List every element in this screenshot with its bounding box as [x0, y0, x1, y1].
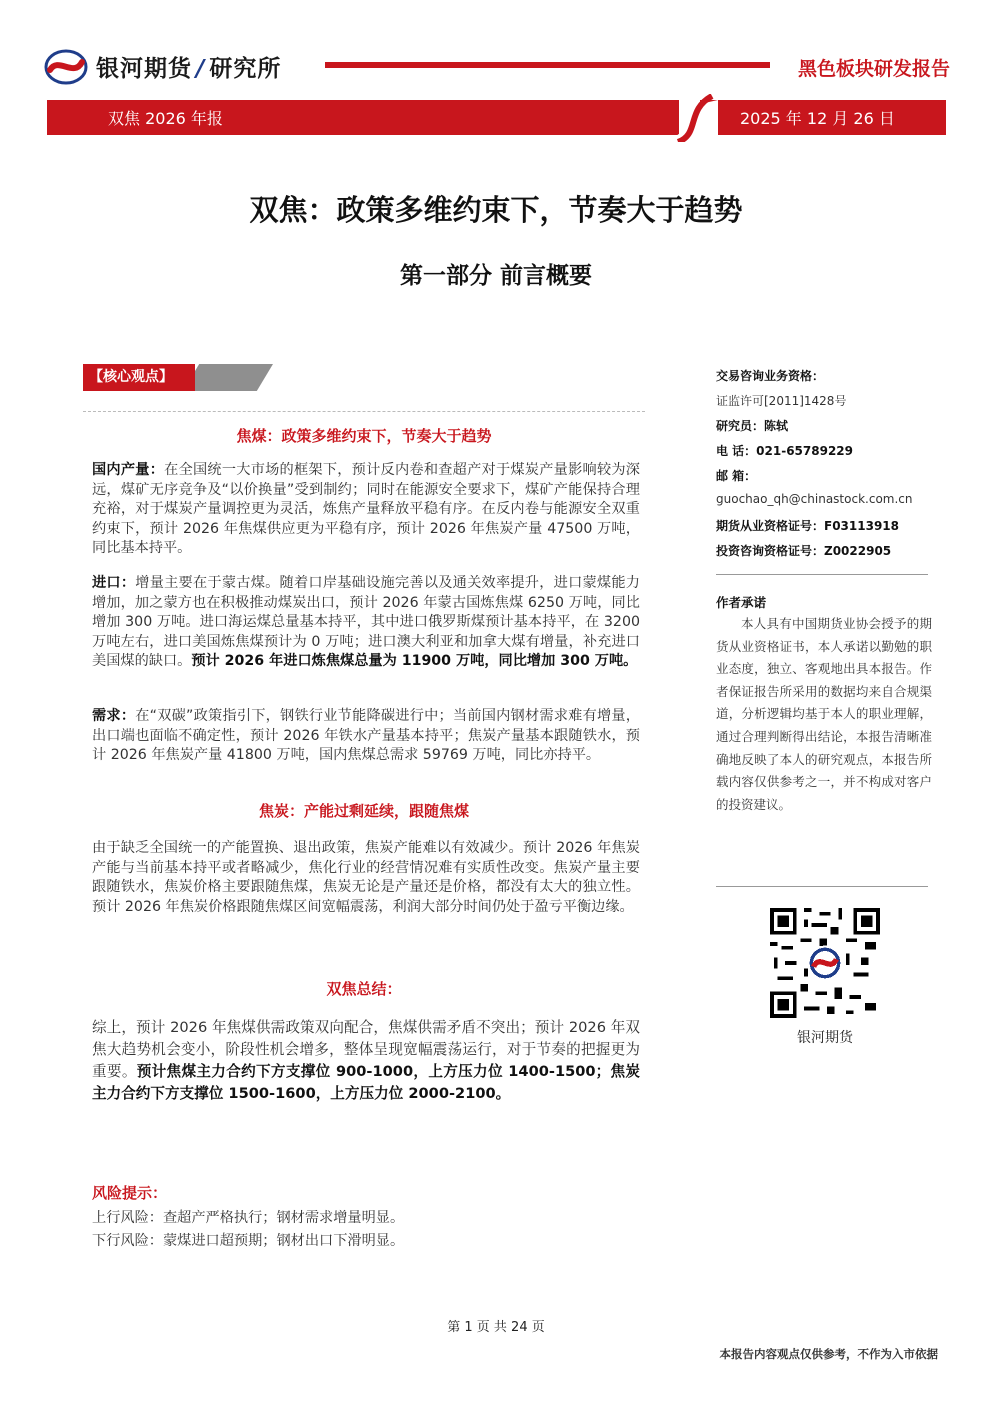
email-address[interactable]: guochao_qh@chinastock.com.cn: [716, 492, 913, 506]
report-type: 黑色板块研发报告: [797, 58, 950, 80]
header-divider: [325, 62, 770, 68]
domestic-output-paragraph: 国内产量：在全国统一大市场的框架下，预计反内卷和查超产对于煤炭产量影响较为深远，煤矿无序竞争及“以价换量”受到制约；同时在能源安全要求下，煤矿产能保持合理充裕，对于煤炭产量调控更为灵活，炼焦产量释放平稳有序。在反内卷与能源安全双重约束下，预计 2026 年焦煤供应更为平稳有序，预计 2026 年焦炭产量 47500 万吨，同比基本持平。: [92, 462, 640, 556]
coking-coal-heading: 焦煤：政策多维约束下，节奏大于趋势: [236, 427, 492, 445]
sidebar-divider: [716, 886, 928, 887]
page-title: 双焦：政策多维约束下，节奏大于趋势: [249, 193, 743, 227]
galaxy-futures-logo-icon: [44, 48, 88, 86]
investment-certificate: 投资咨询资格证号：Z0022905: [716, 544, 892, 558]
email-label: 邮 箱：: [716, 469, 757, 483]
core-view-label: 【核心观点】: [83, 364, 195, 391]
report-date: 2025 年 12 月 26 日: [740, 109, 895, 128]
coke-paragraph: 由于缺乏全国统一的产能置换、退出政策，焦炭产能难以有效减少。预计 2026 年焦炭产能与当前基本持平或者略减少，焦化行业的经营情况难有实质性改变。焦炭产量主要跟随铁水，焦炭价格主要跟随焦煤，焦炭无论是产量还是价格，都没有太大的独立性。预计 2026 年焦炭价格跟随焦煤区间宽幅震荡，利润大部分时间仍处于盈亏平衡边缘。: [92, 840, 640, 915]
upside-risk: 上行风险：查超产严格执行；钢材需求增量明显。: [92, 1210, 405, 1226]
qr-code-icon: [770, 908, 880, 1018]
divider: [83, 411, 645, 412]
core-view-tab: [83, 364, 273, 391]
swoosh-icon: [660, 94, 720, 142]
summary-paragraph: 综上，预计 2026 年焦煤供需政策双向配合，焦煤供需矛盾不突出；预计 2026 年双焦大趋势机会变小，阶段性机会增多，整体呈现宽幅震荡运行，对于节奏的把握更为重要。预计焦煤主力合约下方支撑位 900-1000，上方压力位 1400-1500；焦炭主力合约下方支撑位 1500-1600，上方压力位 2000-2100。: [92, 1019, 640, 1102]
license-number: 证监许可[2011]1428号: [716, 394, 847, 408]
import-paragraph: 进口：增量主要在于蒙古煤。随着口岸基础设施完善以及通关效率提升，进口蒙煤能力增加，加之蒙方也在积极推动煤炭出口，预计 2026 年蒙古国炼焦煤 6250 万吨，同比增加 300 万吨。进口海运煤总量基本持平，其中进口俄罗斯煤预计基本持平，在 3200 万吨左右，进口美国炼焦煤预计为 0 万吨；进口澳大利亚和加拿大煤有增量，补充进口美国煤的缺口。预计 2026 年进口炼焦煤总量为 11900 万吨，同比增加 300 万吨。: [92, 575, 640, 669]
phone-number: 电 话：021-65789229: [716, 444, 854, 458]
qualification-heading: 交易咨询业务资格：: [716, 369, 825, 383]
author-pledge-heading: 作者承诺: [716, 595, 767, 610]
brand-name: 银河期货 / 研究所: [96, 56, 282, 82]
report-series: 双焦 2026 年报: [108, 109, 223, 128]
tab-decoration: [183, 364, 273, 391]
researcher-name: 研究员：陈轼: [716, 419, 789, 433]
risk-heading: 风险提示：: [92, 1184, 168, 1202]
page-number: 第 1 页 共 24 页: [447, 1320, 545, 1335]
disclaimer: 本报告内容观点仅供参考，不作为入市依据: [719, 1347, 938, 1361]
demand-paragraph: 需求：在“双碳”政策指引下，钢铁行业节能降碳进行中；当前国内钢材需求难有增量，出口端也面临不确定性，预计 2026 年铁水产量基本持平；焦炭产量基本跟随铁水，预计 2026 年焦炭产量 41800 万吨，国内焦煤总需求 59769 万吨，同比亦持平。: [92, 708, 640, 763]
section-title: 第一部分 前言概要: [399, 263, 592, 289]
summary-heading: 双焦总结：: [326, 980, 402, 998]
coke-heading: 焦炭：产能过剩延续，跟随焦煤: [258, 802, 469, 820]
author-pledge-text: 本人具有中国期货业协会授予的期货从业资格证书，本人承诺以勤勉的职业态度，独立、客观地出具本报告。作者保证报告所采用的数据均来自合规渠道，分析逻辑均基于本人的职业理解，通过合理判断得出结论，本报告清晰准确地反映了本人的研究观点，本报告所载内容仅供参考之一，并不构成对客户的投资建议。: [716, 616, 932, 812]
qr-label: 银河期货: [797, 1030, 853, 1046]
sidebar-divider: [716, 574, 928, 575]
futures-certificate: 期货从业资格证号：F03113918: [716, 519, 899, 533]
downside-risk: 下行风险：蒙煤进口超预期；钢材出口下滑明显。: [92, 1233, 405, 1249]
